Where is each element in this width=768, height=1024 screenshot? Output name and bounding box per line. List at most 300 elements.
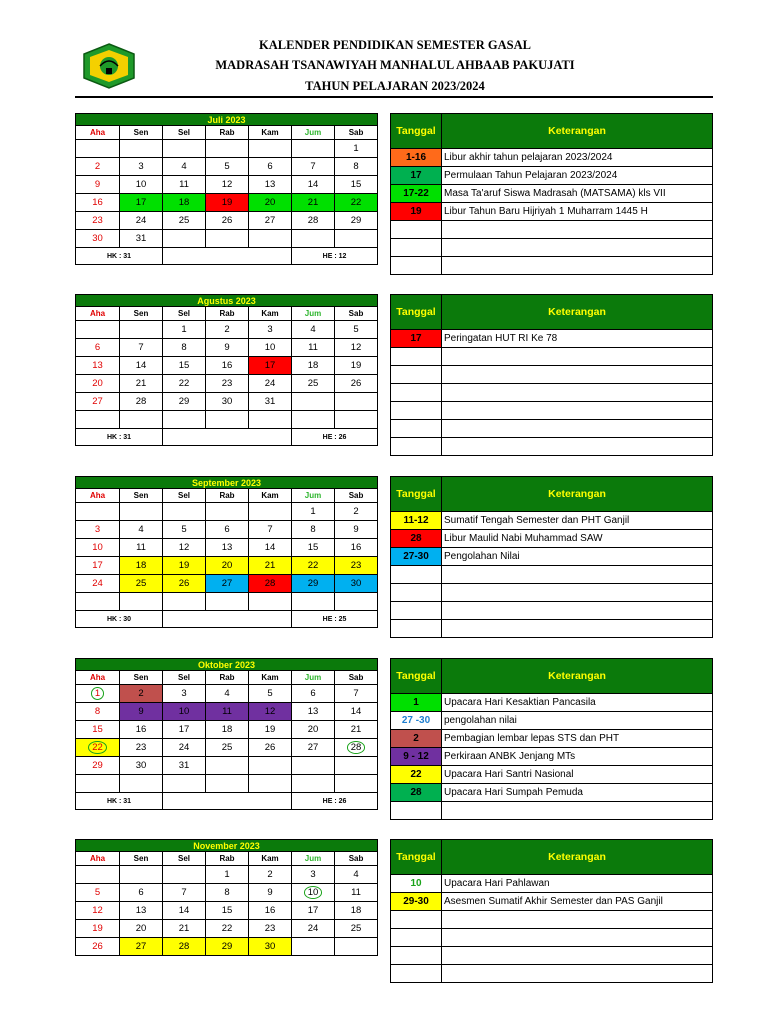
day-cell: 10 (163, 703, 206, 721)
day-header: Sab (335, 671, 378, 685)
month-calendar (75, 113, 378, 265)
day-cell: 4 (292, 321, 335, 339)
legend-date: 28 (391, 530, 442, 548)
day-cell (76, 775, 120, 793)
day-cell: 28 (163, 938, 206, 956)
legend-desc: Permulaan Tahun Pelajaran 2023/2024 (442, 167, 713, 185)
legend-desc (442, 947, 713, 965)
day-cell (292, 884, 335, 902)
day-cell: 21 (292, 194, 335, 212)
day-cell (249, 503, 292, 521)
legend-desc (442, 257, 713, 275)
legend-date-header: Tanggal (391, 840, 442, 875)
he-count: HE : 26 (292, 793, 378, 810)
month-legend (390, 839, 713, 983)
legend-date: 11-12 (391, 512, 442, 530)
day-cell: 28 (120, 393, 163, 411)
legend-row (391, 784, 713, 802)
legend-date (391, 239, 442, 257)
day-cell (206, 775, 249, 793)
day-cell: 26 (249, 739, 292, 757)
day-cell (335, 230, 378, 248)
legend-row (391, 875, 713, 893)
legend-date (391, 348, 442, 366)
day-header: Kam (249, 489, 292, 503)
month-calendar (75, 658, 378, 810)
day-cell: 6 (76, 339, 120, 357)
day-cell: 20 (249, 194, 292, 212)
day-cell: 11 (120, 539, 163, 557)
legend-date: 19 (391, 203, 442, 221)
legend-date (391, 965, 442, 983)
day-header: Sen (120, 852, 163, 866)
legend-desc (442, 566, 713, 584)
day-cell: 24 (249, 375, 292, 393)
legend-date (391, 802, 442, 820)
legend-date (391, 257, 442, 275)
day-header: Rab (206, 671, 249, 685)
day-cell: 31 (249, 393, 292, 411)
day-cell: 8 (163, 339, 206, 357)
day-cell: 12 (76, 902, 120, 920)
legend-date: 27-30 (391, 548, 442, 566)
day-cell: 15 (163, 357, 206, 375)
day-cell: 7 (120, 339, 163, 357)
day-cell: 16 (206, 357, 249, 375)
day-cell: 7 (163, 884, 206, 902)
day-cell: 1 (335, 140, 378, 158)
day-cell: 16 (120, 721, 163, 739)
day-cell (292, 230, 335, 248)
day-cell: 30 (206, 393, 249, 411)
day-cell: 23 (76, 212, 120, 230)
day-cell (335, 757, 378, 775)
legend-desc-header: Keterangan (442, 114, 713, 149)
day-header: Rab (206, 852, 249, 866)
legend-desc (442, 438, 713, 456)
circled-date: 28 (347, 741, 366, 754)
day-header: Aha (76, 852, 120, 866)
day-cell: 18 (206, 721, 249, 739)
day-header: Jum (292, 852, 335, 866)
legend-date (391, 566, 442, 584)
day-cell (206, 593, 249, 611)
day-cell: 14 (249, 539, 292, 557)
day-cell (76, 739, 120, 757)
day-cell: 5 (76, 884, 120, 902)
day-cell: 4 (335, 866, 378, 884)
day-header: Sab (335, 489, 378, 503)
day-cell: 12 (206, 176, 249, 194)
day-cell: 2 (206, 321, 249, 339)
legend-row (391, 438, 713, 456)
legend-date-header: Tanggal (391, 295, 442, 330)
legend-date (391, 438, 442, 456)
day-cell: 27 (206, 575, 249, 593)
day-cell (249, 757, 292, 775)
legend-row (391, 348, 713, 366)
day-cell: 22 (292, 557, 335, 575)
legend-row (391, 566, 713, 584)
day-cell: 13 (292, 703, 335, 721)
day-cell: 25 (120, 575, 163, 593)
legend-desc (442, 929, 713, 947)
legend-date: 17-22 (391, 185, 442, 203)
day-header: Sel (163, 307, 206, 321)
day-cell (206, 757, 249, 775)
day-cell: 10 (249, 339, 292, 357)
legend-date (391, 221, 442, 239)
legend-row (391, 893, 713, 911)
month-title: November 2023 (76, 840, 378, 852)
day-cell (206, 230, 249, 248)
day-cell (206, 140, 249, 158)
day-cell: 11 (292, 339, 335, 357)
hk-count: HK : 31 (76, 248, 163, 265)
legend-desc: pengolahan nilai (442, 712, 713, 730)
footer-spacer (163, 429, 292, 446)
day-cell: 25 (335, 920, 378, 938)
legend-desc (442, 911, 713, 929)
legend-desc (442, 602, 713, 620)
legend-row (391, 730, 713, 748)
day-cell (335, 393, 378, 411)
day-cell: 15 (292, 539, 335, 557)
legend-date (391, 584, 442, 602)
day-header: Aha (76, 126, 120, 140)
legend-date: 2 (391, 730, 442, 748)
day-cell: 2 (249, 866, 292, 884)
day-cell (76, 593, 120, 611)
legend-row (391, 167, 713, 185)
legend-row (391, 584, 713, 602)
day-cell: 30 (335, 575, 378, 593)
day-cell (292, 140, 335, 158)
legend-desc: Upacara Hari Santri Nasional (442, 766, 713, 784)
day-cell: 13 (120, 902, 163, 920)
day-cell: 30 (249, 938, 292, 956)
day-cell: 8 (76, 703, 120, 721)
legend-desc-header: Keterangan (442, 477, 713, 512)
day-cell: 2 (76, 158, 120, 176)
day-cell (120, 866, 163, 884)
legend-date-header: Tanggal (391, 659, 442, 694)
day-cell: 14 (163, 902, 206, 920)
legend-date (391, 947, 442, 965)
day-header: Sab (335, 307, 378, 321)
legend-desc: Libur Maulid Nabi Muhammad SAW (442, 530, 713, 548)
day-header: Kam (249, 852, 292, 866)
day-cell: 26 (163, 575, 206, 593)
day-header: Jum (292, 671, 335, 685)
day-cell (120, 503, 163, 521)
day-cell: 5 (163, 521, 206, 539)
day-cell: 14 (292, 176, 335, 194)
legend-desc-header: Keterangan (442, 840, 713, 875)
header-divider (75, 96, 713, 98)
day-cell: 31 (120, 230, 163, 248)
day-cell: 19 (76, 920, 120, 938)
legend-desc (442, 420, 713, 438)
day-cell (335, 593, 378, 611)
legend-desc: Libur akhir tahun pelajaran 2023/2024 (442, 149, 713, 167)
day-cell: 28 (292, 212, 335, 230)
day-cell: 5 (335, 321, 378, 339)
month-legend (390, 658, 713, 820)
month-legend (390, 476, 713, 638)
day-cell (292, 593, 335, 611)
day-cell: 6 (120, 884, 163, 902)
day-cell: 9 (206, 339, 249, 357)
day-cell: 3 (249, 321, 292, 339)
day-cell (335, 775, 378, 793)
legend-desc (442, 402, 713, 420)
day-header: Sab (335, 126, 378, 140)
day-cell (335, 938, 378, 956)
day-cell: 26 (76, 938, 120, 956)
month-calendar (75, 294, 378, 446)
day-header: Sel (163, 852, 206, 866)
day-cell: 10 (76, 539, 120, 557)
legend-desc: Sumatif Tengah Semester dan PHT Ganjil (442, 512, 713, 530)
day-cell: 30 (76, 230, 120, 248)
legend-date (391, 929, 442, 947)
day-cell: 3 (292, 866, 335, 884)
day-cell: 24 (292, 920, 335, 938)
day-header: Sen (120, 671, 163, 685)
legend-date: 17 (391, 167, 442, 185)
legend-desc-header: Keterangan (442, 659, 713, 694)
day-cell (249, 411, 292, 429)
legend-date-header: Tanggal (391, 114, 442, 149)
legend-desc (442, 384, 713, 402)
legend-date: 28 (391, 784, 442, 802)
day-cell: 9 (249, 884, 292, 902)
month-title: Juli 2023 (76, 114, 378, 126)
day-cell: 21 (335, 721, 378, 739)
legend-date (391, 402, 442, 420)
legend-desc: Upacara Hari Kesaktian Pancasila (442, 694, 713, 712)
day-cell (120, 593, 163, 611)
day-header: Kam (249, 671, 292, 685)
day-cell: 25 (163, 212, 206, 230)
day-header: Sel (163, 489, 206, 503)
month-title: September 2023 (76, 477, 378, 489)
legend-desc: Libur Tahun Baru Hijriyah 1 Muharram 1445 H (442, 203, 713, 221)
he-count: HE : 12 (292, 248, 378, 265)
day-header: Jum (292, 489, 335, 503)
day-cell: 9 (120, 703, 163, 721)
day-header: Sel (163, 671, 206, 685)
legend-desc (442, 584, 713, 602)
legend-row (391, 239, 713, 257)
day-cell: 23 (120, 739, 163, 757)
day-cell (249, 140, 292, 158)
legend-row (391, 221, 713, 239)
legend-desc: Asesmen Sumatif Akhir Semester dan PAS Ganjil (442, 893, 713, 911)
day-cell: 18 (292, 357, 335, 375)
he-count: HE : 25 (292, 611, 378, 628)
day-header: Jum (292, 126, 335, 140)
day-header: Aha (76, 489, 120, 503)
day-cell (249, 230, 292, 248)
day-cell: 23 (249, 920, 292, 938)
day-cell: 18 (335, 902, 378, 920)
day-cell: 20 (206, 557, 249, 575)
day-cell: 19 (206, 194, 249, 212)
day-cell: 18 (163, 194, 206, 212)
legend-row (391, 257, 713, 275)
day-cell (292, 775, 335, 793)
day-cell (292, 393, 335, 411)
day-cell: 24 (120, 212, 163, 230)
day-header: Sab (335, 852, 378, 866)
legend-date (391, 366, 442, 384)
legend-row (391, 802, 713, 820)
day-cell: 17 (120, 194, 163, 212)
day-cell: 7 (335, 685, 378, 703)
day-cell (76, 321, 120, 339)
day-cell: 14 (335, 703, 378, 721)
day-cell (120, 775, 163, 793)
day-header: Rab (206, 489, 249, 503)
day-cell: 19 (249, 721, 292, 739)
legend-desc: Upacara Hari Pahlawan (442, 875, 713, 893)
legend-row (391, 766, 713, 784)
day-cell: 12 (249, 703, 292, 721)
month-legend (390, 294, 713, 456)
day-cell (335, 739, 378, 757)
legend-row (391, 530, 713, 548)
legend-desc (442, 366, 713, 384)
hk-count: HK : 30 (76, 611, 163, 628)
legend-desc: Masa Ta'aruf Siswa Madrasah (MATSAMA) kls VII (442, 185, 713, 203)
day-cell: 7 (292, 158, 335, 176)
day-header: Sel (163, 126, 206, 140)
day-cell (76, 866, 120, 884)
legend-row (391, 420, 713, 438)
day-header: Sen (120, 489, 163, 503)
legend-desc (442, 348, 713, 366)
day-cell: 13 (206, 539, 249, 557)
day-cell: 1 (292, 503, 335, 521)
day-header: Sen (120, 126, 163, 140)
legend-row (391, 548, 713, 566)
day-cell: 29 (206, 938, 249, 956)
day-cell (120, 140, 163, 158)
day-cell: 6 (206, 521, 249, 539)
day-cell (292, 411, 335, 429)
day-header: Sen (120, 307, 163, 321)
day-cell: 20 (76, 375, 120, 393)
day-cell: 21 (163, 920, 206, 938)
legend-date-header: Tanggal (391, 477, 442, 512)
legend-date (391, 420, 442, 438)
legend-date: 9 - 12 (391, 748, 442, 766)
legend-date: 10 (391, 875, 442, 893)
month-legend (390, 113, 713, 275)
legend-desc: Upacara Hari Sumpah Pemuda (442, 784, 713, 802)
footer-spacer (163, 611, 292, 628)
day-cell (76, 685, 120, 703)
month-title: Agustus 2023 (76, 295, 378, 307)
legend-desc: Pengolahan Nilai (442, 548, 713, 566)
legend-row (391, 366, 713, 384)
day-cell: 14 (120, 357, 163, 375)
legend-row (391, 203, 713, 221)
day-cell (163, 503, 206, 521)
legend-row (391, 512, 713, 530)
day-cell: 18 (120, 557, 163, 575)
day-cell (163, 593, 206, 611)
day-cell: 27 (292, 739, 335, 757)
day-header: Kam (249, 307, 292, 321)
day-cell: 3 (163, 685, 206, 703)
day-cell: 8 (206, 884, 249, 902)
day-cell: 10 (120, 176, 163, 194)
legend-date: 22 (391, 766, 442, 784)
day-cell (292, 757, 335, 775)
legend-row (391, 947, 713, 965)
day-cell: 29 (335, 212, 378, 230)
legend-desc: Perkiraan ANBK Jenjang MTs (442, 748, 713, 766)
legend-row (391, 620, 713, 638)
day-cell: 12 (335, 339, 378, 357)
day-cell (249, 593, 292, 611)
day-cell: 26 (335, 375, 378, 393)
day-cell: 4 (120, 521, 163, 539)
day-cell: 17 (249, 357, 292, 375)
legend-row (391, 402, 713, 420)
legend-date (391, 620, 442, 638)
day-cell: 11 (163, 176, 206, 194)
footer-spacer (163, 793, 292, 810)
school-logo (80, 42, 138, 90)
legend-row (391, 965, 713, 983)
day-cell: 4 (163, 158, 206, 176)
day-cell: 20 (120, 920, 163, 938)
day-cell: 20 (292, 721, 335, 739)
day-header: Jum (292, 307, 335, 321)
legend-row (391, 602, 713, 620)
legend-desc: Peringatan HUT RI Ke 78 (442, 330, 713, 348)
day-cell: 2 (335, 503, 378, 521)
day-cell: 17 (163, 721, 206, 739)
day-cell (206, 503, 249, 521)
hk-count: HK : 31 (76, 429, 163, 446)
day-header: Aha (76, 671, 120, 685)
legend-row (391, 149, 713, 167)
day-cell (163, 866, 206, 884)
legend-desc (442, 239, 713, 257)
header-line-2: MADRASAH TSANAWIYAH MANHALUL AHBAAB PAKUJATI (215, 58, 575, 72)
legend-date: 27 -30 (391, 712, 442, 730)
day-cell: 19 (335, 357, 378, 375)
legend-desc-header: Keterangan (442, 295, 713, 330)
day-cell (163, 140, 206, 158)
day-cell: 17 (292, 902, 335, 920)
day-cell: 15 (335, 176, 378, 194)
hk-count: HK : 31 (76, 793, 163, 810)
day-cell: 1 (206, 866, 249, 884)
header-line-3: TAHUN PELAJARAN 2023/2024 (305, 79, 485, 93)
day-cell (163, 775, 206, 793)
day-cell: 6 (292, 685, 335, 703)
day-cell: 5 (206, 158, 249, 176)
day-header: Kam (249, 126, 292, 140)
day-cell: 23 (206, 375, 249, 393)
day-cell: 3 (120, 158, 163, 176)
